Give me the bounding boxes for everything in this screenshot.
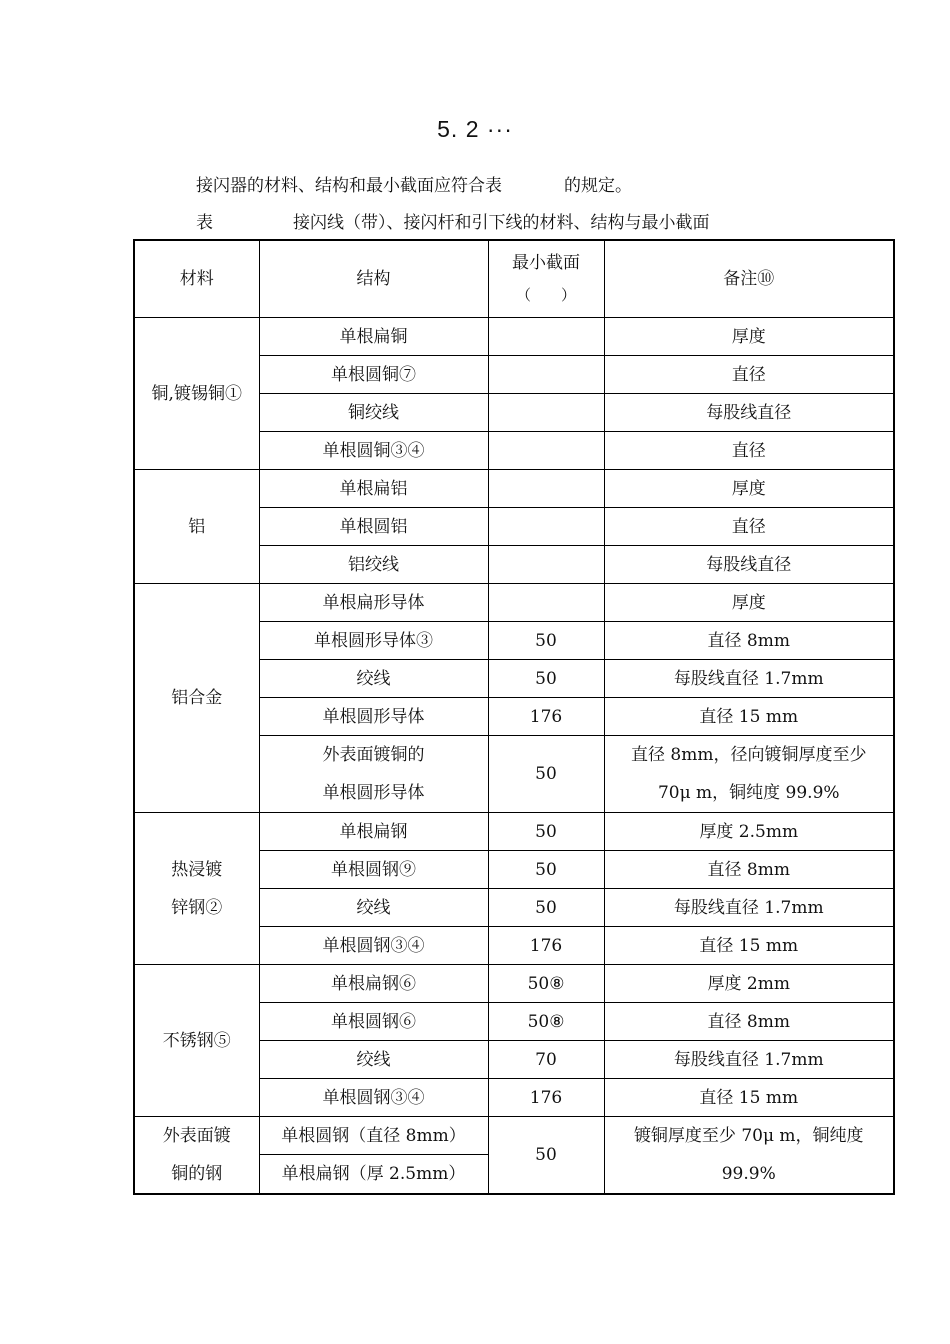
- structure-cell: 单根圆形导体③: [259, 622, 488, 660]
- remark-cell: 厚度 2mm: [604, 965, 894, 1003]
- remark-cell: 每股线直径 1.7mm: [604, 660, 894, 698]
- table-row: [134, 1117, 894, 1155]
- section-cell: 176: [488, 927, 604, 965]
- section-cell: 50: [488, 851, 604, 889]
- remark-cell: 厚度: [604, 470, 894, 508]
- structure-cell: 铝绞线: [259, 546, 488, 584]
- section-cell: [488, 356, 604, 394]
- remark-cell: [604, 1117, 894, 1195]
- remark-line: 70μ m，铜纯度 99.9%: [657, 783, 840, 803]
- intro-paragraph: [196, 171, 632, 196]
- remark-cell: 直径 15 mm: [604, 927, 894, 965]
- remark-cell: 直径: [604, 356, 894, 394]
- table-row: [134, 318, 894, 356]
- remark-cell: 每股线直径: [604, 394, 894, 432]
- header-remark: 备注⑩: [604, 240, 894, 318]
- remark-cell: 直径 15 mm: [604, 698, 894, 736]
- structure-line: 外表面镀铜的: [322, 745, 425, 765]
- section-cell: [488, 432, 604, 470]
- table-row: [134, 965, 894, 1003]
- structure-cell: 单根扁钢⑥: [259, 965, 488, 1003]
- caption-title: 接闪线（带）、接闪杆和引下线的材料、结构与最小截面: [293, 213, 710, 233]
- structure-cell: 单根扁铜: [259, 318, 488, 356]
- structure-cell: 单根圆钢③④: [259, 1079, 488, 1117]
- structure-cell: 单根扁钢: [259, 813, 488, 851]
- structure-cell: 绞线: [259, 660, 488, 698]
- material-line: 铜的钢: [171, 1164, 223, 1184]
- remark-cell: 每股线直径 1.7mm: [604, 1041, 894, 1079]
- section-cell: [488, 584, 604, 622]
- section-cell: [488, 394, 604, 432]
- remark-cell: 直径: [604, 432, 894, 470]
- material-cell: 不锈钢⑤: [134, 965, 259, 1117]
- section-cell: 176: [488, 698, 604, 736]
- remark-line: 直径 8mm，径向镀铜厚度至少: [631, 745, 867, 765]
- remark-cell: 直径 8mm: [604, 622, 894, 660]
- section-cell: [488, 546, 604, 584]
- structure-cell: 单根圆钢（直径 8mm）: [259, 1117, 488, 1155]
- material-cell: 铝: [134, 470, 259, 584]
- material-cell: [134, 813, 259, 965]
- structure-cell: 单根圆铜③④: [259, 432, 488, 470]
- material-line: 热浸镀: [171, 859, 223, 880]
- structure-line: 单根圆形导体: [322, 783, 425, 803]
- table-header-row: [134, 240, 894, 318]
- structure-cell: 单根圆铝: [259, 508, 488, 546]
- section-cell: 50: [488, 736, 604, 813]
- remark-cell: 每股线直径: [604, 546, 894, 584]
- structure-cell: 绞线: [259, 1041, 488, 1079]
- material-cell: [134, 1117, 259, 1195]
- remark-cell: 每股线直径 1.7mm: [604, 889, 894, 927]
- remark-cell: 直径 15 mm: [604, 1079, 894, 1117]
- table-row: [134, 470, 894, 508]
- structure-cell: 单根扁铝: [259, 470, 488, 508]
- section-cell: [488, 508, 604, 546]
- caption-prefix: 表: [196, 213, 213, 233]
- section-cell: 50: [488, 889, 604, 927]
- structure-cell: 单根圆铜⑦: [259, 356, 488, 394]
- table-row: [134, 813, 894, 851]
- header-material: 材料: [134, 240, 259, 318]
- structure-cell: 单根圆钢⑨: [259, 851, 488, 889]
- intro-text-before: 接闪器的材料、结构和最小截面应符合表: [196, 176, 502, 196]
- header-min-section-unit: （ ）: [515, 286, 576, 304]
- section-cell: [488, 470, 604, 508]
- structure-cell: 单根圆形导体: [259, 698, 488, 736]
- material-cell: 铝合金: [134, 584, 259, 813]
- remark-cell: 厚度 2.5mm: [604, 813, 894, 851]
- material-spec-table: [133, 239, 895, 1195]
- remark-cell: [604, 736, 894, 813]
- structure-cell: 单根扁钢（厚 2.5mm）: [259, 1155, 488, 1194]
- table-row: [134, 584, 894, 622]
- remark-cell: 厚度: [604, 584, 894, 622]
- remark-cell: 直径: [604, 508, 894, 546]
- section-cell: 70: [488, 1041, 604, 1079]
- header-min-section: [488, 240, 604, 318]
- remark-line: 镀铜厚度至少 70μ m，铜纯度: [633, 1126, 864, 1146]
- remark-cell: 厚度: [604, 318, 894, 356]
- remark-line: 99.9%: [721, 1164, 776, 1184]
- structure-cell: 铜绞线: [259, 394, 488, 432]
- section-cell: 50⑧: [488, 1003, 604, 1041]
- section-cell: 50⑧: [488, 965, 604, 1003]
- structure-cell: 绞线: [259, 889, 488, 927]
- structure-cell: 单根圆钢③④: [259, 927, 488, 965]
- remark-cell: 直径 8mm: [604, 1003, 894, 1041]
- material-line: 锌钢②: [171, 897, 223, 918]
- section-cell: 50: [488, 813, 604, 851]
- intro-text-after: 的规定。: [564, 176, 632, 196]
- section-cell: 50: [488, 622, 604, 660]
- header-structure: 结构: [259, 240, 488, 318]
- section-heading: 5. 2 ···: [437, 116, 513, 142]
- section-cell: 176: [488, 1079, 604, 1117]
- remark-cell: 直径 8mm: [604, 851, 894, 889]
- section-cell: 50: [488, 1117, 604, 1195]
- header-min-section-label: 最小截面: [512, 253, 580, 273]
- material-cell: 铜,镀锡铜①: [134, 318, 259, 470]
- table-caption: [196, 208, 710, 233]
- section-cell: [488, 318, 604, 356]
- material-line: 外表面镀: [162, 1126, 231, 1146]
- section-cell: 50: [488, 660, 604, 698]
- structure-cell: [259, 736, 488, 813]
- structure-cell: 单根圆钢⑥: [259, 1003, 488, 1041]
- structure-cell: 单根扁形导体: [259, 584, 488, 622]
